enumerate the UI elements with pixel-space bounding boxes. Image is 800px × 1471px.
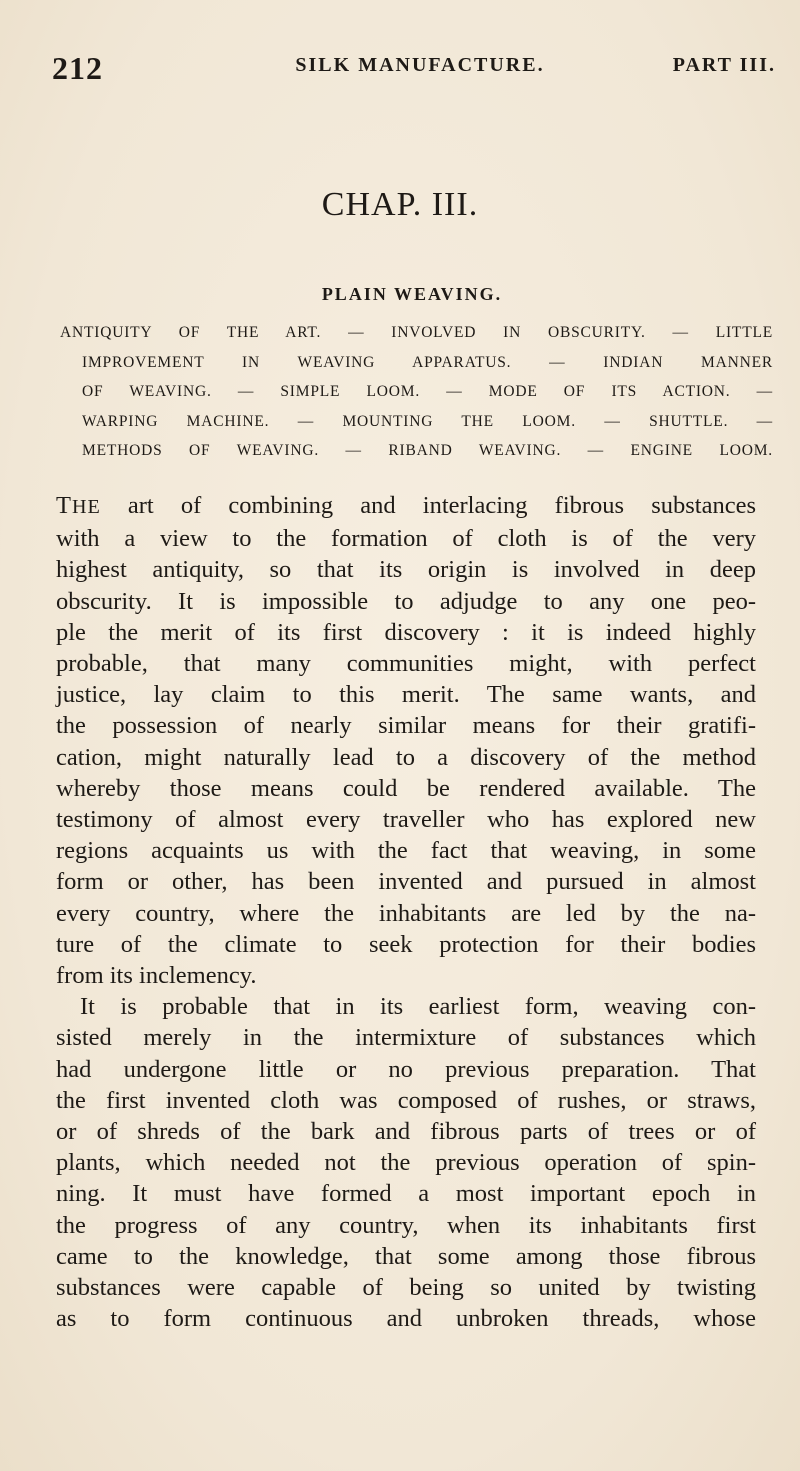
part-label: PART III. (672, 54, 776, 76)
body-line: from its inclemency. (56, 962, 257, 990)
summary-line: METHODS OF WEAVING. — RIBAND WEAVING. — ENGINE LOOM. (82, 442, 773, 459)
summary-line: ANTIQUITY OF THE ART. — INVOLVED IN OBSCURITY. — LITTLE (60, 324, 773, 341)
body-line (56, 490, 756, 523)
summary-line: IMPROVEMENT IN WEAVING APPARATUS. — INDIAN MANNER (82, 353, 773, 371)
section-title: PLAIN WEAVING. (321, 284, 503, 304)
body-line: every country, where the inhabitants are led by the na- (56, 899, 756, 927)
body-line: testimony of almost every traveller who has explored new (56, 806, 756, 834)
body-line: as to form continuous and unbroken threads, whose (56, 1305, 756, 1333)
body-line: substances were capable of being so united by twisting (56, 1274, 756, 1302)
body-line: came to the knowledge, that some among those fibrous (56, 1242, 756, 1270)
page-number: 212 (52, 50, 103, 86)
body-line: ture of the climate to seek protection for their bodies (56, 930, 756, 958)
body-line: the progress of any country, when its inhabitants first (56, 1211, 756, 1239)
summary-line: OF WEAVING. — SIMPLE LOOM. — MODE OF ITS ACTION. — (82, 383, 773, 400)
body-line: the possession of nearly similar means for their gratifi- (56, 712, 756, 740)
chapter-summary (60, 318, 773, 466)
body-line: form or other, has been invented and pursued in almost (56, 868, 756, 896)
opening-word (56, 492, 101, 519)
chapter-title: CHAP. III. (321, 186, 479, 223)
body-text (56, 490, 756, 1334)
body-line: with a view to the formation of cloth is of the very (56, 525, 756, 553)
body-line: sisted merely in the intermixture of substances which (56, 1024, 756, 1052)
running-title: SILK MANUFACTURE. (295, 54, 545, 76)
running-head (52, 48, 776, 88)
body-line: had undergone little or no previous preparation. That (56, 1055, 756, 1083)
body-line: whereby those means could be rendered available. The (56, 774, 756, 802)
body-line: It is probable that in its earliest form, weaving con- (80, 993, 756, 1021)
body-line: cation, might naturally lead to a discovery of the method (56, 743, 756, 771)
body-line: highest antiquity, so that its origin is involved in deep (56, 556, 756, 584)
body-line: probable, that many communities might, with perfect (56, 650, 756, 678)
body-line: plants, which needed not the previous operation of spin- (56, 1149, 756, 1177)
body-line: the first invented cloth was composed of rushes, or straws, (56, 1086, 756, 1114)
opening-line-text: art of combining and interlacing fibrous substances (100, 492, 756, 519)
body-line: regions acquaints us with the fact that weaving, in some (56, 837, 756, 865)
body-line: or of shreds of the bark and fibrous parts of trees or of (56, 1118, 756, 1146)
opening-small-caps: HE (71, 496, 101, 518)
body-line: obscurity. It is impossible to adjudge to any one peo- (56, 587, 756, 615)
summary-line: WARPING MACHINE. — MOUNTING THE LOOM. — SHUTTLE. — (82, 412, 773, 430)
body-line: ple the merit of its first discovery : it is indeed highly (56, 618, 756, 646)
opening-capital: T (56, 492, 72, 519)
body-line: ning. It must have formed a most important epoch in (56, 1180, 756, 1208)
body-line: justice, lay claim to this merit. The same wants, and (56, 681, 756, 709)
